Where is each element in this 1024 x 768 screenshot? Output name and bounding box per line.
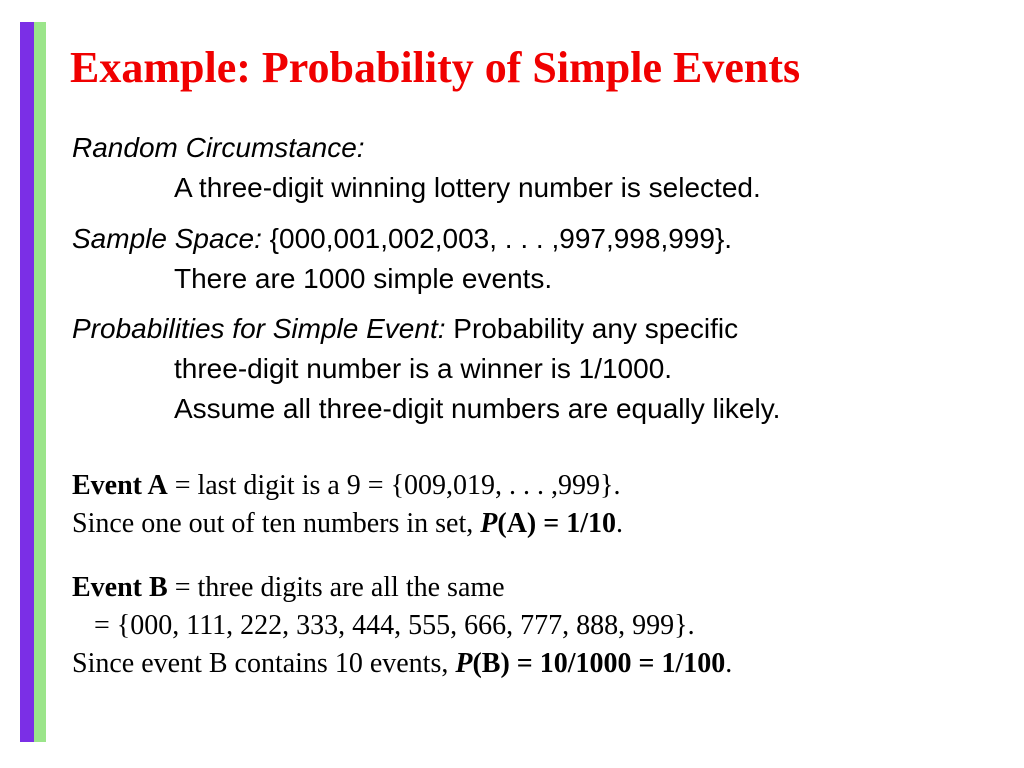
probabilities-line-3: Assume all three-digit numbers are equally likely.: [174, 393, 781, 424]
probabilities-value: Probability any specific: [445, 313, 739, 344]
left-accent-bar-green: [34, 22, 46, 742]
slide-title: Example: Probability of Simple Events: [70, 43, 801, 92]
event-a-since-text: Since one out of ten numbers in set,: [72, 508, 481, 539]
sample-space-value: {000,001,002,003, . . . ,997,998,999}.: [261, 223, 733, 254]
event-a-label: Event A: [72, 470, 168, 501]
probabilities-label: Probabilities for Simple Event:: [72, 313, 446, 344]
event-b-result: (B) = 10/1000 = 1/100: [472, 648, 726, 679]
sample-space-count: There are 1000 simple events.: [174, 263, 553, 294]
event-b-definition: = three digits are all the same: [167, 572, 505, 603]
event-a-definition: = last digit is a 9 = {009,019, . . . ,999}.: [167, 470, 621, 501]
event-a-end: .: [615, 508, 623, 539]
event-b-set: = {000, 111, 222, 333, 444, 555, 666, 777, 888, 999}.: [94, 610, 695, 641]
random-circumstance-label: Random Circumstance:: [72, 132, 365, 163]
left-accent-bar-purple: [20, 22, 34, 742]
event-a-section: [72, 467, 623, 543]
event-b-section: [72, 569, 732, 683]
event-a-p-symbol: P: [480, 508, 498, 539]
sample-space-label: Sample Space:: [72, 223, 262, 254]
random-circumstance-section: [72, 128, 761, 208]
probabilities-section: [72, 309, 780, 429]
event-b-p-symbol: P: [455, 648, 473, 679]
random-circumstance-text: A three-digit winning lottery number is selected.: [174, 172, 761, 203]
event-b-end: .: [725, 648, 733, 679]
event-a-result: (A) = 1/10: [497, 508, 616, 539]
probabilities-line-2: three-digit number is a winner is 1/1000.: [174, 353, 673, 384]
sample-space-section: [72, 219, 732, 299]
event-b-since-text: Since event B contains 10 events,: [72, 648, 456, 679]
event-b-label: Event B: [72, 572, 168, 603]
